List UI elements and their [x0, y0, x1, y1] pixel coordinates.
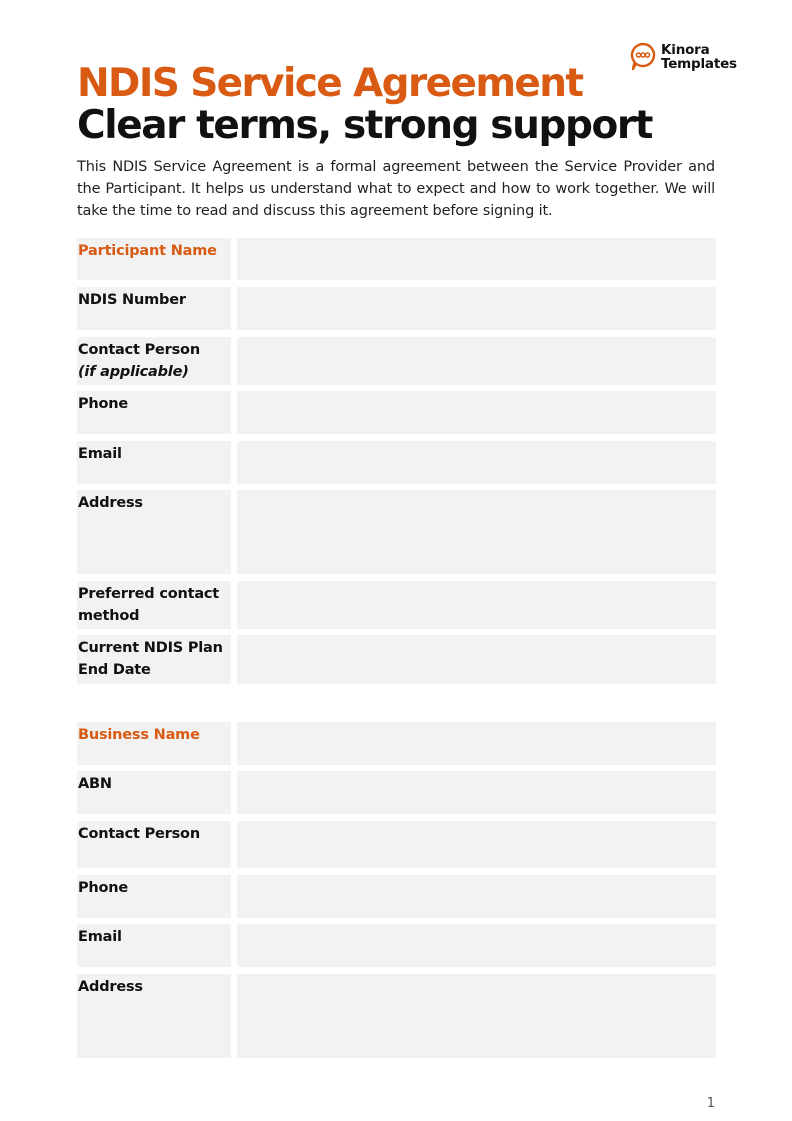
business-contact-label: Contact Person: [77, 821, 231, 868]
participant-name-row: [77, 238, 716, 280]
participant-phone-row: [77, 391, 716, 434]
business-email-field[interactable]: [237, 924, 716, 967]
participant-contact-field[interactable]: [237, 337, 716, 385]
ndis-number-row: [77, 287, 716, 330]
business-contact-row: [77, 821, 716, 868]
business-contact-field[interactable]: [237, 821, 716, 868]
preferred-contact-field[interactable]: [237, 581, 716, 629]
plan-end-date-row: [77, 635, 716, 684]
participant-contact-row: [77, 337, 716, 385]
business-name-label: Business Name: [77, 722, 231, 765]
business-phone-label: Phone: [77, 875, 231, 918]
participant-address-field[interactable]: [237, 490, 716, 574]
participant-contact-label-text: Contact Person: [78, 342, 200, 358]
business-phone-field[interactable]: [237, 875, 716, 918]
brand-logo: [630, 42, 737, 72]
business-phone-row: [77, 875, 716, 918]
participant-email-field[interactable]: [237, 441, 716, 484]
business-address-field[interactable]: [237, 974, 716, 1058]
intro-paragraph: This NDIS Service Agreement is a formal agreement between the Service Provider and the Participant. It helps us understand what to expect and how to work together. We will take the time to read and discuss this agreement before signing it.: [77, 159, 715, 219]
participant-name-label: Participant Name: [77, 238, 231, 280]
business-address-row: [77, 974, 716, 1058]
plan-end-date-label: Current NDIS Plan End Date: [77, 635, 231, 684]
chat-bubble-icon: [630, 42, 656, 72]
abn-row: [77, 771, 716, 814]
document-title: NDIS Service Agreement: [77, 61, 583, 106]
business-email-row: [77, 924, 716, 967]
ndis-number-label: NDIS Number: [77, 287, 231, 330]
business-name-row: [77, 722, 716, 765]
plan-end-date-field[interactable]: [237, 635, 716, 684]
participant-address-label: Address: [77, 490, 231, 574]
business-name-field[interactable]: [237, 722, 716, 765]
participant-contact-note: (if applicable): [78, 364, 189, 380]
brand-name-line2: Templates: [661, 56, 737, 72]
business-email-label: Email: [77, 924, 231, 967]
preferred-contact-label: Preferred contact method: [77, 581, 231, 629]
participant-phone-field[interactable]: [237, 391, 716, 434]
participant-email-row: [77, 441, 716, 484]
page-number: 1: [706, 1096, 715, 1111]
preferred-contact-row: [77, 581, 716, 629]
document-subtitle: Clear terms, strong support: [77, 103, 652, 148]
participant-address-row: [77, 490, 716, 574]
participant-contact-label: [77, 337, 231, 385]
abn-field[interactable]: [237, 771, 716, 814]
participant-email-label: Email: [77, 441, 231, 484]
participant-phone-label: Phone: [77, 391, 231, 434]
participant-name-field[interactable]: [237, 238, 716, 280]
ndis-number-field[interactable]: [237, 287, 716, 330]
brand-name: [661, 43, 737, 71]
brand-name-line1: Kinora: [661, 42, 710, 58]
abn-label: ABN: [77, 771, 231, 814]
business-address-label: Address: [77, 974, 231, 1058]
